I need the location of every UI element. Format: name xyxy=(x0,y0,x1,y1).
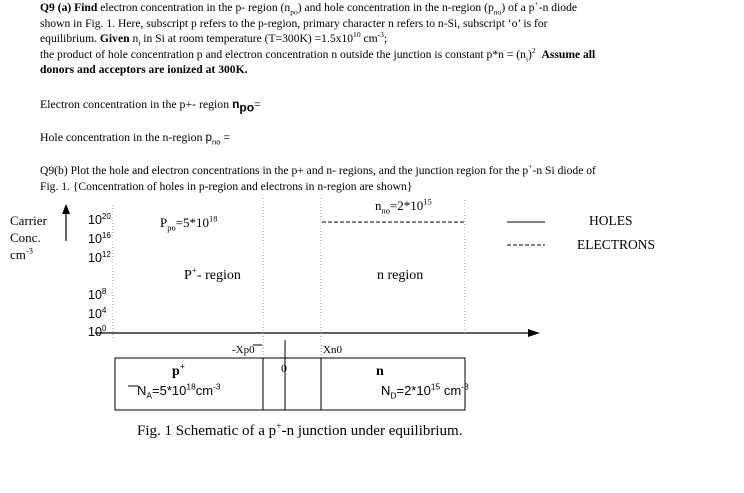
zero-label: 0 xyxy=(281,361,287,375)
tick-label: $10^{12}$ xyxy=(88,249,111,265)
xn0-label: Xn0 xyxy=(323,344,342,356)
tick-label: $10^8$ xyxy=(88,286,107,302)
legend-electrons-label: ELECTRONS xyxy=(577,237,656,252)
legend-holes-label: HOLES xyxy=(589,213,633,228)
q9b-line-2: Fig. 1. {Concentration of holes in p-region and electrons in n-region are shown} xyxy=(40,179,413,193)
q9a-line-1: Q9 (a) Find electron concentration in the p- region $(n_{po})$ and hole concentration in the n-region $(p_{no})$ of a p+-n diode xyxy=(40,0,578,17)
na-label: $N_A=5*10^{18}cm^{-3}$ xyxy=(137,381,221,401)
q9a-line-2: shown in Fig. 1. Here, subscript p refers to the p-region, primary character n refers to n-Si, subscript ‘o’ is for xyxy=(40,16,548,30)
y-axis-arrow xyxy=(62,204,70,214)
p-region-label: P+- region xyxy=(184,265,241,283)
q9a-line-3: equilibrium. Given $n_i$ in Si at room temperature $(T=300K) =1.5x10^{10}$ $cm^{-3}$; xyxy=(40,30,388,48)
p-plus-block-label: p+ xyxy=(172,361,185,379)
q9a-line-5: donors and acceptors are ionized at 300K. xyxy=(40,63,248,77)
n-region-label: n region xyxy=(377,268,424,283)
nd-label: $N_D=2*10^{15}$ $cm^{-3}$ xyxy=(381,381,469,401)
xp0-label: -Xp0 xyxy=(232,344,255,356)
q9a-line-4: the product of hole concentration p and electron concentration n outside the junction is constant $p*n = (n_i)^2$ Assume all xyxy=(40,45,596,64)
hole-concentration-answer[interactable]: Hole concentration in the n-region $p_{no}$ = xyxy=(40,130,231,147)
x-axis-arrow xyxy=(528,329,540,337)
tick-label: $10^4$ xyxy=(88,305,107,321)
ppo-label: $P_{po}=5*10^{18}$ xyxy=(160,213,218,233)
n-block-label: n xyxy=(376,364,384,379)
q9b-line-1: Q9(b) Plot the hole and electron concentrations in the p+ and n- regions, and the junction region for the p+-n Si diode of xyxy=(40,162,596,177)
figure-caption: Fig. 1 Schematic of a p+-n junction under equilibrium. xyxy=(137,421,463,439)
y-axis-label: Carrier Conc. $cm^{-3}$ xyxy=(10,213,47,262)
tick-label: $10^{20}$ xyxy=(88,211,111,227)
tick-label: $10^0$ xyxy=(88,323,107,339)
electron-concentration-answer[interactable]: Electron concentration in the p+- region $n_{po}=$ xyxy=(40,97,261,115)
nno-label: $n_{no}=2*10^{15}$ xyxy=(375,196,432,216)
tick-label: $10^{16}$ xyxy=(88,230,111,246)
